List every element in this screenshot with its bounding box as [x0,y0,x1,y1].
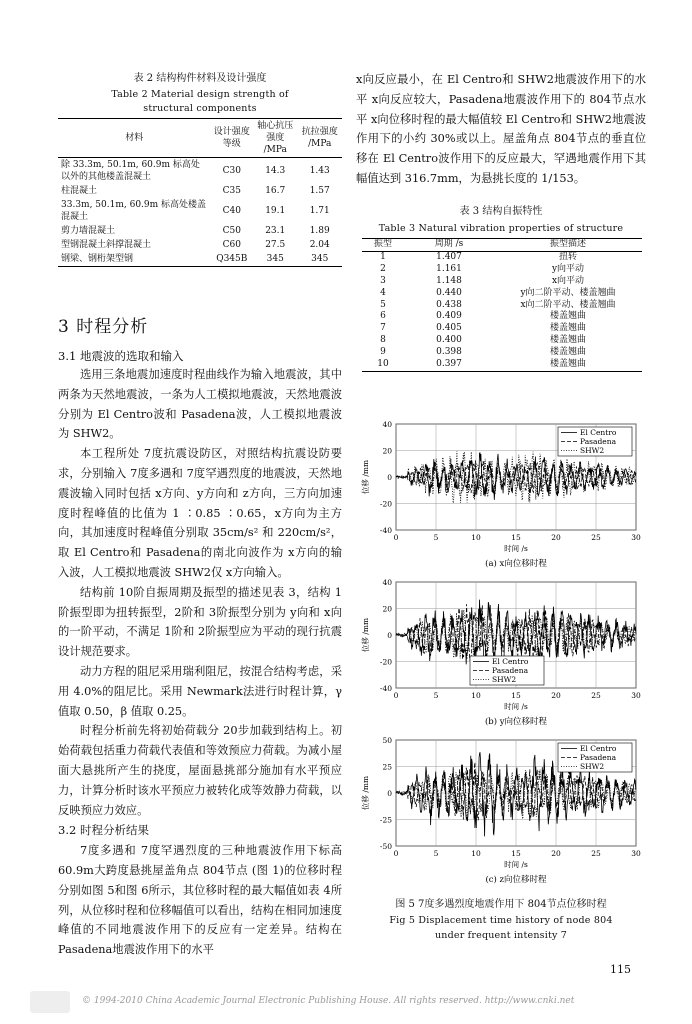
x-tick-label: 20 [551,849,561,858]
section-title: 3 时程分析 [58,317,149,337]
y-tick-label: 0 [387,631,392,640]
table-row [362,347,642,359]
table3-cell: 1.407 [436,251,462,262]
x-tick-label: 30 [631,691,641,700]
y-tick-label: 20 [382,446,392,456]
table3-cell: 4 [380,287,386,298]
x-tick-label: 0 [393,533,399,542]
table3-cell: 9 [380,347,386,358]
table2-header-material: 材料 [125,133,144,143]
y-tick-label: 0 [387,789,392,798]
x-tick-label: 15 [511,533,521,542]
table2-cell: 2.04 [309,240,330,250]
table-row [58,198,342,224]
table-row [58,238,342,252]
y-axis-label: 位移 /mm [361,617,370,653]
y-tick-label: -50 [379,842,392,851]
table2-caption-en-1: Table 2 Material design strength of [111,89,289,100]
table2-cell: 16.7 [265,186,286,196]
y-tick-label: -40 [379,526,392,535]
paragraph: x向反应最小，在 El Centro和 SHW2地震波作用下的水平 x向反应较大，Pasadena地震波作用下的 804节点水平 x向位移时程的最大幅值较 El Centro和 SHW2地震波作用下的小约 30%或以上。屋盖角点 804节点的垂直位移在 El Centro波作用下的反应最大，罕遇地震作用下其幅值达到 316.7mm，为悬挑长度的 1/153。 [356,73,646,185]
table3-cell: 0.397 [436,359,462,370]
x-tick-label: 20 [551,533,561,542]
paragraph: 选用三条地震加速度时程曲线作为输入地震波，其中两条为天然地震波，一条为人工模拟地震波，天然地震波分别为 El Centro波和 Pasadena波，人工模拟地震波为 SHW2。 [58,368,342,441]
table2-header-compressive: 轴心抗压强度 /MPa [257,121,294,155]
table3-caption-en: Table 3 Natural vibration properties of structure [378,223,624,234]
chart-a [358,418,648,576]
table2-cell: 剪力墙混凝土 [61,226,116,236]
x-tick-label: 25 [591,849,601,858]
table3-cell: 5 [380,299,386,310]
table-row [362,264,642,276]
x-axis-label: 时间 /s [504,544,528,553]
table3-cell: 6 [380,311,386,322]
table3-cell: 1 [380,251,386,262]
chart-title: (c) z向位移时程 [485,875,547,885]
paragraph: 结构前 10阶自振周期及振型的描述见表 3，结构 1阶振型即为扭转振型，2阶和 3阶振型分别为 y向和 x向的一阶平动，不满足 1阶和 2阶振型应为平动的现行抗震设计规范要求。 [58,585,342,659]
table2-cell: Q345B [216,254,248,264]
table-row [362,335,642,347]
table-row [58,252,342,267]
paragraph: 7度多遇和 7度罕遇烈度的三种地震波作用下标高 60.9m大跨度悬挑屋盖角点 804节点 (图 1)的位移时程分别如图 5和图 6所示，其位移时程的最大幅值如表 4所列，从位移时程和位移幅值可以看出，结构在相同加速度峰值的不同地震波作用下的反应有一定差异。结构在 Pasadena地震波作用下的水平 [58,844,342,957]
x-tick-label: 10 [471,533,481,542]
table3-cell: y向平动 [551,263,585,274]
table3-cell: x向平动 [551,275,585,286]
x-tick-label: 25 [591,533,601,542]
table3-cell: y向二阶平动、楼盖翘曲 [520,287,616,298]
table3-cell: 0.438 [436,299,462,310]
table3-cell: 10 [377,359,389,370]
table2-header-tensile: 抗拉强度 /MPa [301,127,338,149]
legend-label: Pasadena [580,437,617,446]
table2-cell: 345 [311,254,329,264]
table3-header-period: 周期 /s [434,239,464,249]
y-tick-label: -20 [379,657,392,667]
table-row [362,300,642,312]
table-row [362,311,642,323]
table3-cell: 楼盖翘曲 [549,347,586,358]
table3-caption-cn: 表 3 结构自振特性 [459,206,543,217]
y-tick-label: -40 [379,684,392,693]
y-tick-label: -20 [379,499,392,509]
chart-title: (b) y向位移时程 [484,717,548,727]
subsection-title-3-1: 3.1 地震波的选取和输入 [58,349,184,363]
table2-cell: 14.3 [265,166,286,176]
table3-cell: 楼盖翘曲 [549,323,586,334]
legend-label: SHW2 [580,762,605,771]
y-tick-label: 25 [382,762,392,772]
copyright-footer: © 1994-2010 China Academic Journal Electronic Publishing House. All rights reserved. http://www.cnki.net [82,996,575,1006]
table2-cell: 1.57 [309,186,330,196]
chart-title: (a) x向位移时程 [485,559,547,569]
page-number: 115 [610,963,631,976]
table3-cell: 1.161 [436,263,462,274]
figure5-caption-en-1: Fig 5 Displacement time history of node 804 [389,915,613,926]
table2 [58,118,342,267]
table2-cell: 19.1 [265,206,286,216]
chart-b [358,576,648,734]
y-tick-label: 40 [382,420,392,429]
table3-cell: 扭转 [558,251,577,262]
chart-b-svg [358,576,648,734]
y-tick-label: -25 [379,815,392,825]
table3 [362,238,642,372]
table3-header-mode: 振型 [373,239,392,249]
legend-label: El Centro [580,744,617,753]
x-tick-label: 30 [631,849,641,858]
x-axis-label: 时间 /s [504,702,528,711]
x-tick-label: 25 [591,691,601,700]
legend-label: SHW2 [580,446,605,455]
table-row [362,251,642,263]
legend-label: Pasadena [580,753,617,762]
table2-cell: 23.1 [265,226,286,236]
chart-a-svg [358,418,648,576]
subsection-title-3-2: 3.2 时程分析结果 [58,823,149,838]
table3-cell: 8 [380,335,386,346]
table2-cell: 型钢混凝土斜撑混凝土 [61,240,152,250]
figure5-caption-en-2: under frequent intensity 7 [434,930,568,941]
table3-cell: x向二阶平动、楼盖翘曲 [520,299,616,310]
table-row [58,184,342,198]
table3-header-description: 振型描述 [549,239,586,249]
paragraph: 时程分析前先将初始荷载分 20步加载到结构上。初始荷载包括重力荷载代表值和等效预应力荷载。为减小屋面大悬挑所产生的挠度，屋面悬挑部分施加有水平预应力，计算分析时该水平预应力被转化成等效静力荷载，以反映预应力效应。 [58,724,342,817]
table3-cell: 楼盖翘曲 [549,335,586,346]
x-tick-label: 30 [631,533,641,542]
table2-cell: C40 [222,206,241,216]
table2-caption-en-2: structural components [143,103,257,114]
x-tick-label: 15 [511,691,521,700]
table2-cell: 除 33.3m, 50.1m, 60.9m 标高处以外的其他楼盖混凝土 [61,160,200,182]
x-tick-label: 10 [471,691,481,700]
table2-caption-cn: 表 2 结构构件材料及设计强度 [133,73,267,84]
table3-cell: 3 [380,275,386,286]
table2-header-grade: 设计强度等级 [213,127,250,149]
table3-cell: 0.409 [436,311,462,322]
figure5-caption-cn: 图 5 7度多遇烈度地震作用下 804节点位移时程 [395,899,607,910]
table2-cell: 柱混凝土 [61,186,98,196]
table-row [362,359,642,371]
table2-cell: C60 [222,240,241,250]
table3-cell: 楼盖翘曲 [549,311,586,322]
x-tick-label: 5 [433,533,439,542]
left-column-text [58,365,342,960]
table-row [362,323,642,335]
table2-cell: 345 [266,254,284,264]
y-tick-label: 40 [382,578,392,587]
table2-cell: 33.3m, 50.1m, 60.9m 标高处楼盖混凝土 [61,200,207,222]
x-tick-label: 0 [393,849,399,858]
table-row [58,224,342,238]
legend-label: Pasadena [492,666,529,675]
table3-cell: 1.148 [436,275,462,286]
table3-cell: 2 [380,263,386,274]
x-axis-label: 时间 /s [504,860,528,869]
paragraph: 本工程所处 7度抗震设防区，对照结构抗震设防要求，分别输入 7度多遇和 7度罕遇烈度的地震波，天然地震波输入同时包括 x方向、y方向和 z方向，三方向加速度时程峰值的比值为 1 ∶0.85 ∶0.65，x方向为主方向，其加速度时程峰值分别取 35cm/s² 和 220cm/s²，取 El Centro和 Pasadena的南北向波作为 x方向的输入波，人工模拟地震波 SHW2仅 x方向输入。 [58,447,342,579]
table3-cell: 0.440 [436,287,462,298]
table2-cell: C35 [222,186,241,196]
y-axis-label: 位移 /mm [361,459,370,495]
x-tick-label: 20 [551,691,561,700]
cnki-logo [30,991,70,1013]
x-tick-label: 5 [433,691,439,700]
table-row [362,288,642,300]
table3-cell: 7 [380,323,386,334]
y-tick-label: 20 [382,604,392,614]
x-tick-label: 15 [511,849,521,858]
table-row [58,158,342,185]
x-tick-label: 0 [393,691,399,700]
right-column-text [356,70,646,189]
legend-label: El Centro [492,657,529,666]
table2-cell: 钢梁、钢桁架型钢 [61,254,134,264]
paragraph: 动力方程的阻尼采用瑞利阻尼，按混合结构考虑，采用 4.0%的阻尼比。采用 Newmark法进行时程计算，γ 值取 0.50，β 值取 0.25。 [58,664,342,718]
table2-cell: 1.71 [309,206,330,216]
legend-label: El Centro [580,428,617,437]
x-tick-label: 5 [433,849,439,858]
table2-cell: C50 [222,226,241,236]
table3-cell: 0.398 [436,347,462,358]
x-tick-label: 10 [471,849,481,858]
chart-c [358,734,648,892]
table2-cell: 1.89 [309,226,330,236]
table2-cell: 27.5 [265,240,286,250]
table3-cell: 0.400 [436,335,462,346]
table2-cell: 1.43 [309,166,330,176]
table-row [362,276,642,288]
y-tick-label: 0 [387,473,392,482]
y-axis-label: 位移 /mm [361,775,370,811]
table2-cell: C30 [222,166,241,176]
table3-cell: 楼盖翘曲 [549,359,586,370]
table3-cell: 0.405 [436,323,462,334]
legend-label: SHW2 [492,675,517,684]
chart-c-svg [358,734,648,892]
y-tick-label: 50 [382,736,392,745]
